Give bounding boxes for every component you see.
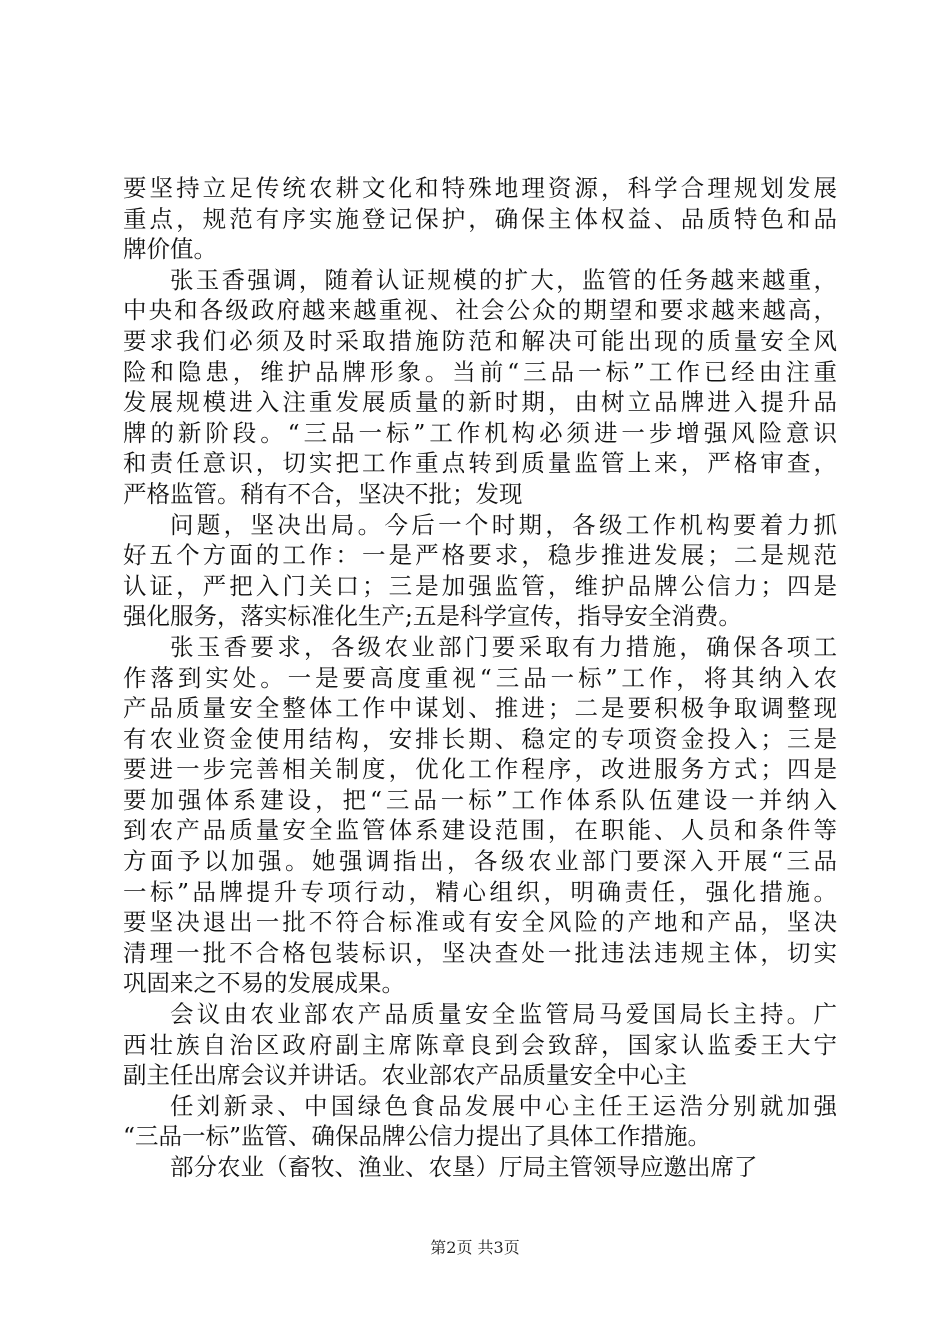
page-number-footer: 第2页 共3页 — [430, 1238, 520, 1257]
text-line-22: 到农产品质量安全监管体系建设范围，在职能、人员和条件等 — [123, 816, 837, 845]
text-line-28: 会议由农业部农产品质量安全监管局马爱国局长主持。广 — [170, 1000, 837, 1029]
text-line-31: 任刘新录、中国绿色食品发展中心主任王运浩分别就加强 — [170, 1091, 837, 1120]
text-line-15: 强化服务，落实标准化生产;五是科学宣传，指导安全消费。 — [123, 602, 742, 631]
text-line-9: 牌的新阶段。“三品一标”工作机构必须进一步增强风险意识 — [123, 418, 837, 447]
text-line-6: 要求我们必须及时采取措施防范和解决可能出现的质量安全风 — [123, 326, 837, 355]
text-line-12: 问题，坚决出局。今后一个时期，各级工作机构要着力抓 — [170, 510, 837, 539]
text-line-3: 牌价值。 — [123, 235, 217, 264]
text-line-29: 西壮族自治区政府副主席陈章良到会致辞，国家认监委王大宁 — [123, 1030, 837, 1059]
text-line-10: 和责任意识，切实把工作重点转到质量监管上来，严格审查， — [123, 449, 837, 478]
text-line-11: 严格监管。稍有不合，坚决不批；发现 — [123, 479, 523, 508]
document-body — [123, 173, 837, 1183]
text-line-18: 产品质量安全整体工作中谋划、推进；二是要积极争取调整现 — [123, 694, 837, 723]
text-line-16: 张玉香要求，各级农业部门要采取有力措施，确保各项工 — [170, 632, 837, 661]
text-line-2: 重点，规范有序实施登记保护，确保主体权益、品质特色和品 — [123, 204, 837, 233]
text-line-32: “三品一标”监管、确保品牌公信力提出了具体工作措施。 — [123, 1122, 712, 1151]
text-line-5: 中央和各级政府越来越重视、社会公众的期望和要求越来越高， — [123, 296, 837, 325]
text-line-25: 要坚决退出一批不符合标准或有安全风险的产地和产品，坚决 — [123, 908, 837, 937]
text-line-7: 险和隐患，维护品牌形象。当前“三品一标”工作已经由注重 — [123, 357, 837, 386]
text-line-26: 清理一批不合格包装标识，坚决查处一批违法违规主体，切实 — [123, 938, 837, 967]
text-line-8: 发展规模进入注重发展质量的新时期，由树立品牌进入提升品 — [123, 388, 837, 417]
text-line-33: 部分农业（畜牧、渔业、农垦）厅局主管领导应邀出席了 — [170, 1153, 758, 1181]
text-line-24: 一标”品牌提升专项行动，精心组织，明确责任，强化措施。 — [123, 877, 837, 906]
text-line-30: 副主任出席会议并讲话。农业部农产品质量安全中心主 — [123, 1061, 687, 1090]
text-line-21: 要加强体系建设，把“三品一标”工作体系队伍建设一并纳入 — [123, 785, 837, 814]
text-line-19: 有农业资金使用结构，安排长期、稳定的专项资金投入；三是 — [123, 724, 837, 753]
text-line-23: 方面予以加强。她强调指出，各级农业部门要深入开展“三品 — [123, 847, 837, 876]
text-line-14: 认证，严把入门关口；三是加强监管，维护品牌公信力；四是 — [123, 571, 837, 600]
text-line-17: 作落到实处。一是要高度重视“三品一标”工作，将其纳入农 — [123, 663, 837, 692]
text-line-4: 张玉香强调，随着认证规模的扩大，监管的任务越来越重， — [170, 265, 837, 294]
text-line-13: 好五个方面的工作：一是严格要求，稳步推进发展；二是规范 — [123, 541, 837, 570]
text-line-27: 巩固来之不易的发展成果。 — [123, 969, 405, 998]
text-line-1: 要坚持立足传统农耕文化和特殊地理资源，科学合理规划发展 — [123, 174, 837, 202]
text-line-20: 要进一步完善相关制度，优化工作程序，改进服务方式；四是 — [123, 755, 837, 784]
